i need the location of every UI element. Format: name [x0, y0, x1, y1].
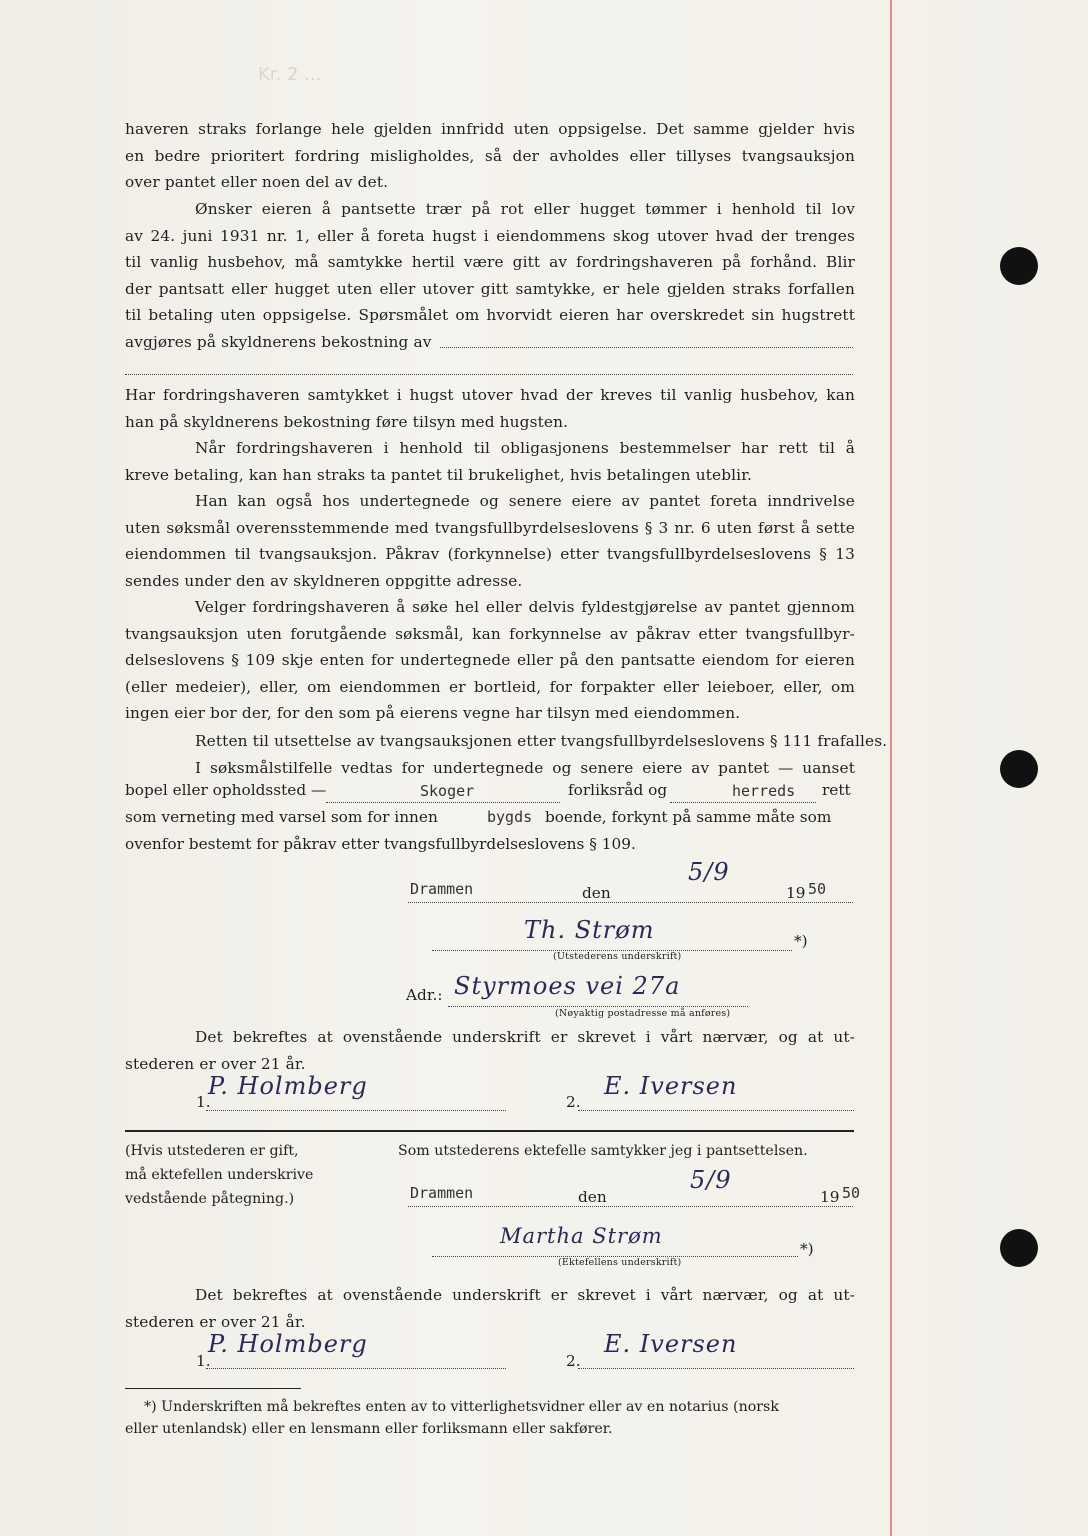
- text-line: Det bekreftes at ovenstående underskrift er skrevet i vårt nærvær, og at ut-: [195, 1286, 855, 1304]
- paragraph-7: [125, 728, 888, 755]
- text-line: Han kan også hos undertegnede og senere eiere av pantet foreta inndrivelse: [195, 492, 855, 510]
- text-line: boende, forkynt på samme måte som: [545, 808, 832, 826]
- text-line: forliksråd og: [568, 781, 668, 799]
- address-value: Styrmoes vei 27a: [454, 972, 681, 1000]
- paragraph-2: [125, 196, 855, 356]
- text-line: ovenfor bestemt for påkrav etter tvangsfullbyrdelseslovens § 109.: [125, 835, 636, 853]
- punch-hole-icon: [1000, 750, 1038, 788]
- spouse-instruction: vedstående påtegning.): [125, 1191, 295, 1207]
- witness-number: 2.: [566, 1093, 581, 1111]
- section-divider: [125, 1130, 854, 1132]
- herred-value: herreds: [732, 782, 796, 800]
- date-line: [408, 1206, 853, 1207]
- signature-caption: (Utstederens underskrift): [553, 951, 682, 962]
- witness-line: [578, 1110, 854, 1111]
- footnote-mark: *): [794, 932, 808, 950]
- text-line: avgjøres på skyldnerens bekostning av: [125, 332, 432, 351]
- signature-caption: (Ektefellens underskrift): [558, 1257, 682, 1268]
- witness-signature-1: P. Holmberg: [208, 1072, 368, 1100]
- witness-text-1: [125, 1024, 855, 1077]
- text-line: der pantsatt eller hugget uten eller utover gitt samtykke, er hele gjelden straks forfallen: [125, 279, 855, 298]
- text-line: stederen er over 21 år.: [125, 1312, 306, 1331]
- issuer-signature: Th. Strøm: [524, 916, 655, 944]
- text-line: I søksmålstilfelle vedtas for undertegnede og senere eiere av pantet — uanset: [195, 759, 855, 777]
- date-line: [408, 902, 853, 903]
- text-line: Har fordringshaveren samtykket i hugst utover hvad der kreves til vanlig husbehov, kan: [125, 386, 855, 404]
- blank-field-line: [326, 802, 560, 803]
- paragraph-3: [125, 382, 855, 435]
- text-line: rett: [822, 781, 851, 799]
- text-line: bopel eller opholdssted —: [125, 781, 327, 799]
- text-line: stederen er over 21 år.: [125, 1054, 306, 1073]
- blank-field-line: [125, 374, 853, 375]
- paragraph-1: [125, 116, 855, 196]
- paragraph-5: [125, 488, 855, 594]
- year-suffix: 50: [808, 880, 827, 898]
- witness-signature-1: P. Holmberg: [208, 1330, 368, 1358]
- footnote-mark: *): [800, 1240, 814, 1258]
- witness-text-2: [125, 1282, 855, 1335]
- year-suffix: 50: [842, 1184, 861, 1202]
- punch-hole-icon: [1000, 1229, 1038, 1267]
- witness-line: [578, 1368, 854, 1369]
- text-line: sendes under den av skyldneren oppgitte adresse.: [125, 571, 523, 590]
- address-line: [448, 1006, 748, 1007]
- witness-signature-2: E. Iversen: [604, 1330, 738, 1358]
- text-line: han på skyldnerens bekostning føre tilsyn med hugsten.: [125, 412, 569, 431]
- red-margin-line: [890, 0, 892, 1536]
- year-prefix: 19: [786, 884, 806, 902]
- text-line: delseslovens § 109 skje enten for undertegnede eller på den pantsatte eiendom for eieren: [125, 651, 855, 670]
- paragraph-4: [125, 435, 855, 488]
- date-value: 5/9: [688, 858, 730, 886]
- text-line: til vanlig husbehov, må samtykke hertil være gitt av fordringshaveren på forhånd. Blir: [125, 253, 855, 272]
- text-line: en bedre prioritert fordring misligholdes, så der avholdes eller tillyses tvangsauksjon: [125, 146, 855, 165]
- text-line: Når fordringshaveren i henhold til obligasjonens bestemmelser har rett til å: [195, 439, 855, 457]
- date-value: 5/9: [690, 1166, 732, 1194]
- text-line: som verneting med varsel som for innen: [125, 808, 438, 826]
- text-line: ingen eier bor der, for den som på eierens vegne har tilsyn med eiendommen.: [125, 704, 741, 723]
- bygds-value: bygds: [487, 808, 533, 826]
- witness-signature-2: E. Iversen: [604, 1072, 738, 1100]
- text-line: av 24. juni 1931 nr. 1, eller å foreta hugst i eiendommens skog utover hvad der trenges: [125, 226, 855, 245]
- text-line: til betaling uten oppsigelse. Spørsmålet om hvorvidt eieren har overskredet sin hugstrett: [125, 306, 855, 325]
- text-line: eiendommen til tvangsauksjon. Påkrav (forkynnelse) etter tvangsfullbyrdelseslovens § 13: [125, 545, 855, 564]
- place-value: Drammen: [410, 880, 474, 898]
- witness-number: 1.: [196, 1352, 211, 1370]
- header-mark: Kr. 2 ...: [258, 64, 322, 85]
- den-label: den: [582, 884, 611, 902]
- footnote-line: eller utenlandsk) eller en lensmann eller forliksmann eller sakfører.: [125, 1421, 613, 1437]
- blank-field-line: [670, 802, 816, 803]
- text-line: tvangsauksjon uten forutgående søksmål, kan forkynnelse av påkrav etter tvangsfullbyr-: [125, 624, 855, 643]
- spouse-instruction: må ektefellen underskrive: [125, 1167, 314, 1183]
- text-line: Ønsker eieren å pantsette trær på rot eller hugget tømmer i henhold til lov: [195, 200, 855, 218]
- text-line: over pantet eller noen del av det.: [125, 173, 389, 192]
- den-label: den: [578, 1188, 607, 1206]
- year-prefix: 19: [820, 1188, 840, 1206]
- text-line: haveren straks forlange hele gjelden innfridd uten oppsigelse. Det samme gjelder hvis: [125, 120, 855, 138]
- text-line: kreve betaling, kan han straks ta pantet til brukelighet, hvis betalingen uteblir.: [125, 465, 753, 484]
- witness-number: 2.: [566, 1352, 581, 1370]
- text-line: (eller medeier), eller, om eiendommen er bortleid, for forpakter eller leieboer, eller, om: [125, 677, 855, 696]
- witness-line: [206, 1368, 506, 1369]
- footnote-line: *) Underskriften må bekreftes enten av to vitterlighetsvidner eller av en notarius (norsk: [144, 1399, 779, 1415]
- text-line: uten søksmål overensstemmende med tvangsfullbyrdelseslovens § 3 nr. 6 uten først å sette: [125, 518, 855, 537]
- paragraph-8: [125, 755, 855, 782]
- witness-number: 1.: [196, 1093, 211, 1111]
- spouse-instruction: (Hvis utstederen er gift,: [125, 1143, 299, 1159]
- blank-field-line: [440, 347, 853, 348]
- punch-hole-icon: [1000, 247, 1038, 285]
- forliksrad-value: Skoger: [420, 782, 475, 800]
- text-line: Retten til utsettelse av tvangsauksjonen etter tvangsfullbyrdelseslovens § 111 frafalles.: [195, 732, 888, 750]
- place-value: Drammen: [410, 1184, 474, 1202]
- address-caption: (Nøyaktig postadresse må anføres): [555, 1008, 731, 1019]
- text-line: Det bekreftes at ovenstående underskrift er skrevet i vårt nærvær, og at ut-: [195, 1028, 855, 1046]
- address-label: Adr.:: [406, 986, 443, 1004]
- paragraph-6: [125, 594, 855, 727]
- text-line: Velger fordringshaveren å søke hel eller delvis fyldestgjørelse av pantet gjennom: [195, 598, 855, 616]
- spouse-signature: Martha Strøm: [500, 1224, 663, 1248]
- footnote-divider: [125, 1388, 301, 1389]
- witness-line: [206, 1110, 506, 1111]
- spouse-consent: Som utstederens ektefelle samtykker jeg i pantsettelsen.: [398, 1143, 808, 1159]
